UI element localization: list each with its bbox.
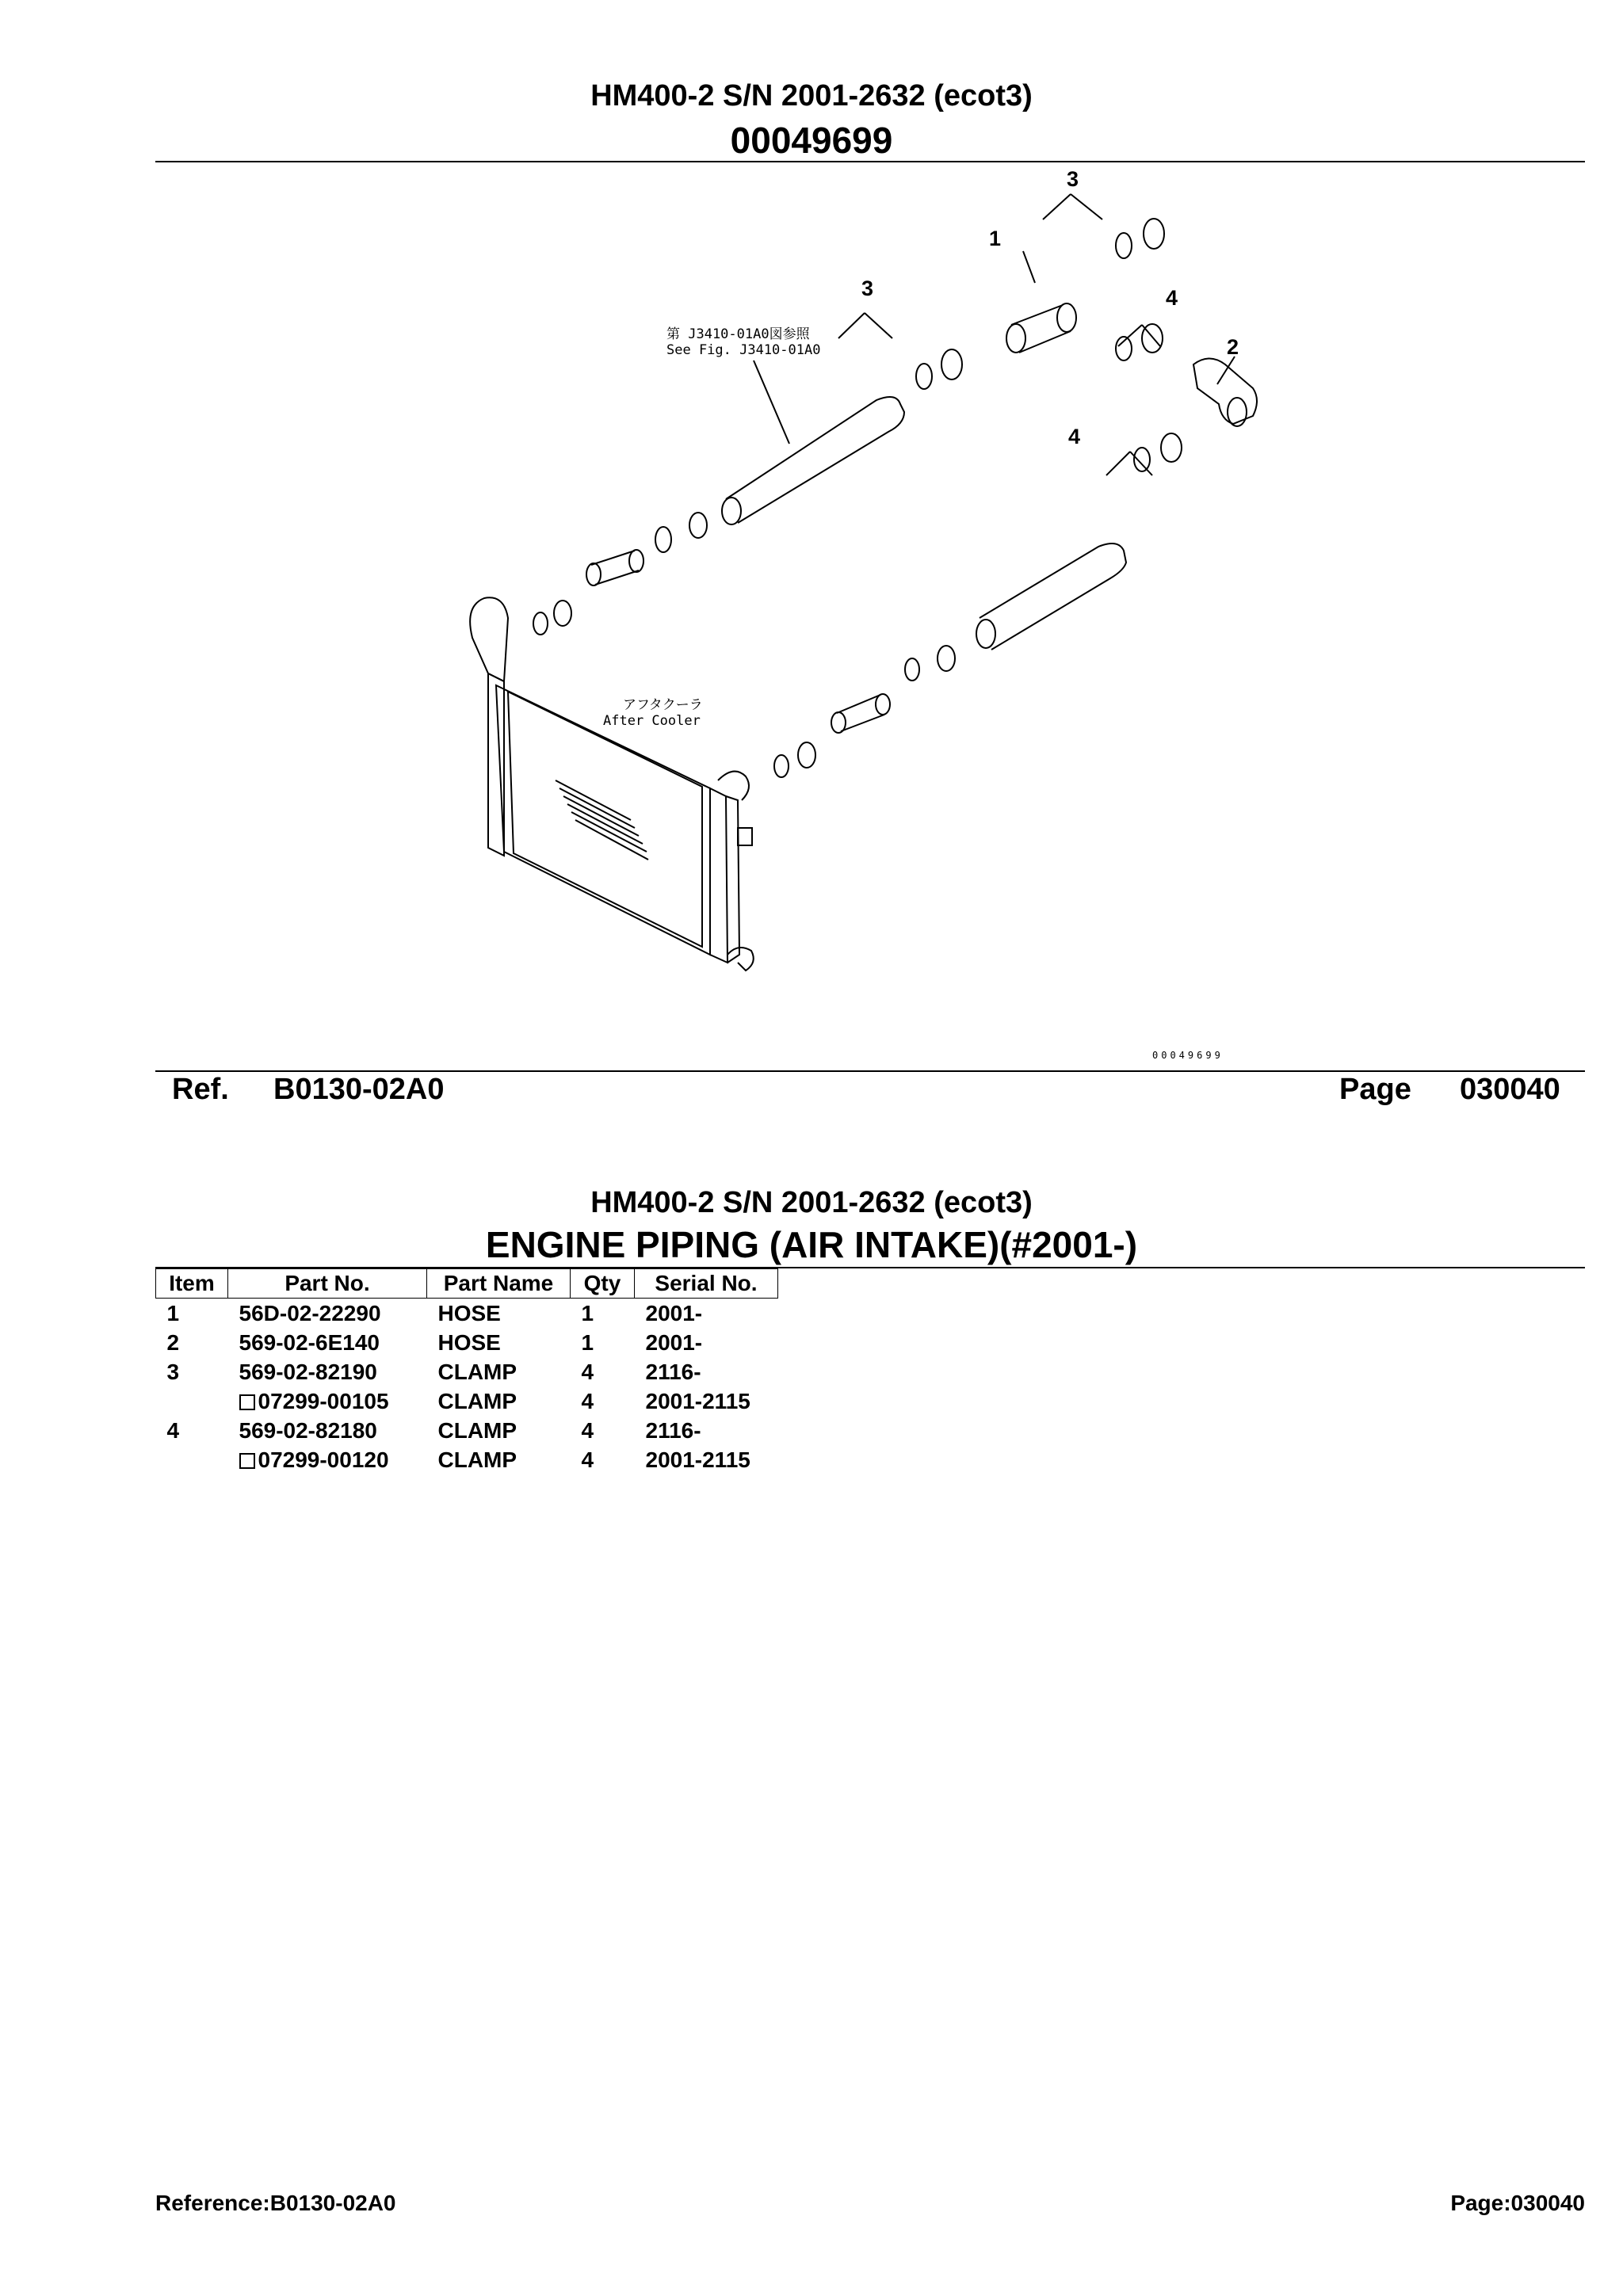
cell-item-text: 4 [166, 1417, 180, 1443]
cell-part-name-text: CLAMP [437, 1447, 517, 1472]
cell-item [156, 1416, 228, 1445]
cell-serial-no [635, 1299, 778, 1329]
cell-part-no-text: 07299-00120 [258, 1447, 389, 1472]
cell-serial-no [635, 1328, 778, 1357]
cell-qty [571, 1328, 635, 1357]
exploded-parts-diagram [155, 162, 1585, 1066]
cell-serial-no-text: 2001- [645, 1329, 703, 1355]
cell-serial-no [635, 1416, 778, 1445]
cell-qty [571, 1299, 635, 1329]
lower-pipe-run [774, 543, 1126, 777]
table-header-row [156, 1269, 778, 1299]
table-row [156, 1328, 778, 1357]
cell-part-no-text: 569-02-82180 [239, 1417, 377, 1443]
cell-part-name [427, 1328, 571, 1357]
upper-pipe-run [533, 397, 904, 635]
cell-part-no-text: 07299-00105 [258, 1388, 389, 1413]
cell-item [156, 1328, 228, 1357]
callout-4-top: 4 [1166, 286, 1178, 310]
cell-qty-text: 4 [581, 1359, 594, 1384]
cell-qty-text: 4 [581, 1447, 594, 1472]
cell-qty [571, 1386, 635, 1416]
cell-item [156, 1357, 228, 1386]
table-row [156, 1299, 778, 1329]
illustration-id: 00049699 [730, 120, 893, 161]
fig-ref-jp: 第 J3410-01A0図参照 [666, 326, 810, 342]
diagram-small-id: 00049699 [1152, 1050, 1224, 1061]
cell-part-no [228, 1445, 427, 1474]
footer-page: Page:030040 [1450, 2191, 1585, 2215]
col-qty: Qty [571, 1269, 635, 1299]
cell-serial-no-text: 2001-2115 [645, 1388, 750, 1413]
fig-ref-en: See Fig. J3410-01A0 [666, 342, 821, 358]
cell-part-name [427, 1416, 571, 1445]
cell-item-text: 3 [166, 1359, 180, 1384]
cell-qty-text: 1 [581, 1329, 594, 1355]
substitute-box-icon [239, 1453, 255, 1469]
col-serial-no: Serial No. [635, 1269, 778, 1299]
hose-1-and-clamps-3 [916, 219, 1164, 389]
cell-part-name-text: HOSE [437, 1300, 501, 1325]
callout-3-left: 3 [861, 277, 874, 300]
table-row [156, 1416, 778, 1445]
cell-part-name [427, 1299, 571, 1329]
cell-qty [571, 1416, 635, 1445]
ref-value: B0130-02A0 [273, 1073, 445, 1106]
cell-part-name-text: HOSE [437, 1329, 501, 1355]
cell-item-text: 2 [166, 1329, 180, 1355]
col-item: Item [156, 1269, 228, 1299]
cell-qty [571, 1357, 635, 1386]
col-part-name: Part Name [427, 1269, 571, 1299]
cell-qty [571, 1445, 635, 1474]
after-cooler-drawing [470, 597, 754, 971]
callout-3-top: 3 [1067, 167, 1079, 191]
table-row [156, 1386, 778, 1416]
cell-serial-no-text: 2001-2115 [645, 1447, 750, 1472]
cell-qty-text: 1 [581, 1300, 594, 1325]
footer-reference: Reference:B0130-02A0 [155, 2191, 396, 2215]
parts-table [155, 1268, 778, 1474]
cell-serial-no-text: 2116- [645, 1417, 701, 1443]
cell-qty-text: 4 [581, 1388, 594, 1413]
cell-item [156, 1386, 228, 1416]
model-line: HM400-2 S/N 2001-2632 (ecot3) [590, 79, 1033, 113]
cell-part-no-text: 569-02-6E140 [239, 1329, 380, 1355]
cell-item [156, 1445, 228, 1474]
table-row [156, 1357, 778, 1386]
substitute-box-icon [239, 1394, 255, 1410]
cell-part-no [228, 1357, 427, 1386]
cell-part-no [228, 1416, 427, 1445]
cell-part-name [427, 1386, 571, 1416]
cell-part-no-text: 56D-02-22290 [239, 1300, 381, 1325]
ref-label: Ref. [172, 1073, 229, 1106]
after-cooler-en: After Cooler [603, 713, 701, 729]
cell-serial-no-text: 2116- [645, 1359, 701, 1384]
callout-2: 2 [1227, 335, 1239, 359]
cell-serial-no [635, 1445, 778, 1474]
cell-part-no [228, 1299, 427, 1329]
cell-item [156, 1299, 228, 1329]
callout-1: 1 [989, 227, 1002, 250]
cell-part-no [228, 1328, 427, 1357]
cell-serial-no [635, 1386, 778, 1416]
page-value: 030040 [1460, 1073, 1560, 1106]
cell-part-name [427, 1357, 571, 1386]
cell-part-no-text: 569-02-82190 [239, 1359, 377, 1384]
cell-serial-no [635, 1357, 778, 1386]
after-cooler-jp: アフタクーラ [623, 697, 703, 713]
cell-part-name-text: CLAMP [437, 1388, 517, 1413]
cell-part-name [427, 1445, 571, 1474]
table-row [156, 1445, 778, 1474]
cell-qty-text: 4 [581, 1417, 594, 1443]
cell-part-name-text: CLAMP [437, 1359, 517, 1384]
section-model-line: HM400-2 S/N 2001-2632 (ecot3) [590, 1186, 1033, 1219]
cell-item-text: 1 [166, 1300, 180, 1325]
cell-part-no [228, 1386, 427, 1416]
section-title: ENGINE PIPING (AIR INTAKE)(#2001-) [485, 1224, 1138, 1265]
cell-part-name-text: CLAMP [437, 1417, 517, 1443]
ref-divider [155, 1070, 1585, 1072]
callout-4-lower: 4 [1068, 425, 1081, 448]
cell-serial-no-text: 2001- [645, 1300, 703, 1325]
page-label: Page [1339, 1073, 1411, 1106]
col-part-no: Part No. [228, 1269, 427, 1299]
